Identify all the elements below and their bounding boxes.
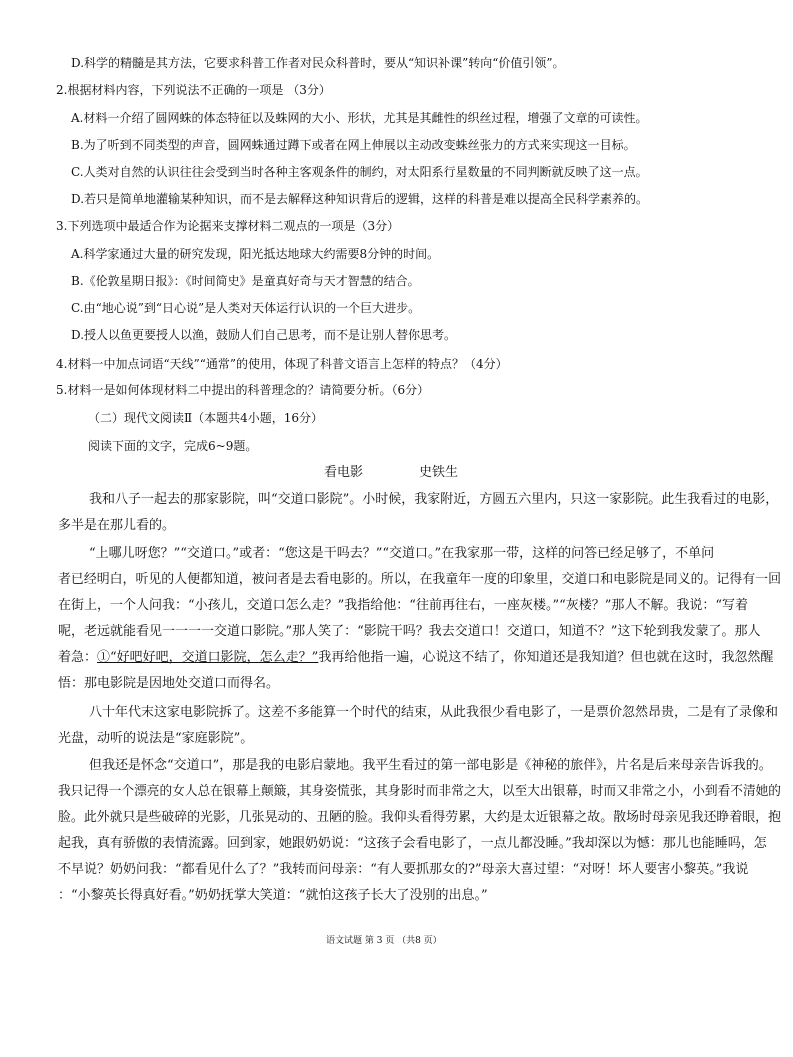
option-3c: C.由“地心说”到“日心说”是人类对天体运行认识的一个巨大进步。 <box>71 301 421 315</box>
question-2: 2.根据材料内容，下列说法不正确的一项是 （3分） <box>56 83 331 97</box>
paragraph-2-line-5-start: 着急： <box>58 650 98 665</box>
option-2d: D.若只是简单地灌输某种知识，而不是去解释这种知识背后的逻辑，这样的科普是难以提高全民科学素养的。 <box>71 192 649 206</box>
option-3b: B.《伦敦星期日报》：《时间简史》是童真好奇与天才智慧的结合。 <box>71 274 420 288</box>
question-4: 4.材料一中加点词语“天线”“通常”的使用，体现了科普文语言上怎样的特点？（4分） <box>56 357 508 371</box>
paragraph-2-line-1: “上哪儿呀您？”“交道口。”或者：“您这是干吗去？”“交道口。”在我家那一带，这样的问答已经足够了，不单问 <box>89 546 715 561</box>
paragraph-4-line-1: 但我还是怀念“交道口”，那是我的电影启蒙地。我平生看过的第一部电影是《神秘的旅伴》，片名是后来母亲告诉我的。 <box>89 758 772 773</box>
section-instruction: 阅读下面的文字，完成6~9题。 <box>88 439 258 453</box>
option-2c: C.人类对自然的认识往往会受到当时各种主客观条件的制约，对太阳系行星数量的不同判断就反映了这一点。 <box>71 165 648 179</box>
paragraph-1-line-1: 我和八子一起去的那家影院，叫“交道口影院”。小时候，我家附近，方圆五六里内，只这一家影院。此生我看过的电影， <box>89 492 779 507</box>
section-heading: （二）现代文阅读Ⅱ（本题共4小题，16分） <box>88 411 324 425</box>
option-2b: B.为了听到不同类型的声音，圆网蛛通过蹲下或者在网上伸展以主动改变蛛丝张力的方式来实现这一目标。 <box>71 138 636 152</box>
paragraph-2-line-3: 在街上，一个人问我：“小孩儿，交道口怎么走？”我指给他：“往前再往右，一座灰楼。”“灰楼？”那人不解。我说：“写着 <box>58 598 749 613</box>
paragraph-4-line-3: 脸。此外就只是些破碎的光影，几张晃动的、丑陋的脸。我仰头看得劳累，大约是太近银幕之故。散场时母亲见我还睁着眼，抱 <box>58 810 781 825</box>
paragraph-2-line-5 <box>58 649 773 667</box>
page-footer: 语文试题 第 3 页 （共8 页） <box>326 936 442 946</box>
paragraph-3-line-1: 八十年代末这家电影院拆了。这差不多能算一个时代的结束，从此我很少看电影了，一是票价忽然昂贵，二是有了录像和 <box>89 705 779 720</box>
option-2a: A.材料一介绍了圆网蛛的体态特征以及蛛网的大小、形状，尤其是其雌性的织丝过程，增强了文章的可读性。 <box>71 111 648 125</box>
paragraph-2-line-6: 悟：那电影院是因地处交道口而得名。 <box>58 676 280 691</box>
paragraph-4-line-2: 我只记得一个漂亮的女人总在银幕上颠簸，其身姿慌张，其身影时而非常之大，以至大出银幕，时而又非常之小，小到看不清她的 <box>58 784 782 799</box>
paragraph-2-line-4: 呢，老远就能看见一一一一交道口影院。”那人笑了：“影院干吗？我去交道口！交道口，知道不？”这下轮到我发蒙了。那人 <box>58 624 761 639</box>
paragraph-4-line-6: ：“小黎英长得真好看。”奶奶抚掌大笑道：“就怕这孩子长大了没别的出息。” <box>58 888 488 903</box>
option-3a: A.科学家通过大量的研究发现，阳光抵达地球大约需要8分钟的时间。 <box>71 247 440 261</box>
option-3d: D.授人以鱼更要授人以渔，鼓励人们自己思考，而不是让别人替你思考。 <box>71 328 457 342</box>
article-author: 史铁生 <box>419 465 459 480</box>
option-1d: D.科学的精髓是其方法，它要求科普工作者对民众科普时，要从“知识补课”转向“价值引领”。 <box>71 56 565 70</box>
paragraph-3-line-2: 光盘，动听的说法是“家庭影院”。 <box>58 731 254 746</box>
question-3: 3.下列选项中最适合作为论据来支撑材料二观点的一项是（3分） <box>56 219 400 233</box>
paragraph-4-line-4: 起我，真有骄傲的表情流露。回到家，她跟奶奶说：“这孩子会看电影了，一点儿都没睡。”我却深以为憾：那儿也能睡吗，怎 <box>58 836 767 851</box>
paragraph-4-line-5: 不早说？奶奶问我：“都看见什么了？”我转而问母亲：“有人要抓那女的?”母亲大喜过望：“对呀！坏人要害小黎英。”我说 <box>58 862 749 877</box>
paragraph-2-line-2: 者已经明白，听见的人便都知道，被问者是去看电影的。所以，在我童年一度的印象里，交道口和电影院是同义的。记得有一回 <box>58 572 781 587</box>
question-5: 5.材料一是如何体现材料二中提出的科普理念的？请简要分析。（6分） <box>56 383 430 397</box>
paragraph-1-line-2: 多半是在那儿看的。 <box>58 518 176 533</box>
paragraph-2-line-5-end: 我再给他指一遍，心说这不结了，你知道还是我知道？但也就在这时，我忽然醒 <box>318 650 774 665</box>
underlined-sentence-1: ①“好吧好吧，交道口影院，怎么走？” <box>97 650 319 665</box>
article-title: 看电影 <box>324 465 364 480</box>
